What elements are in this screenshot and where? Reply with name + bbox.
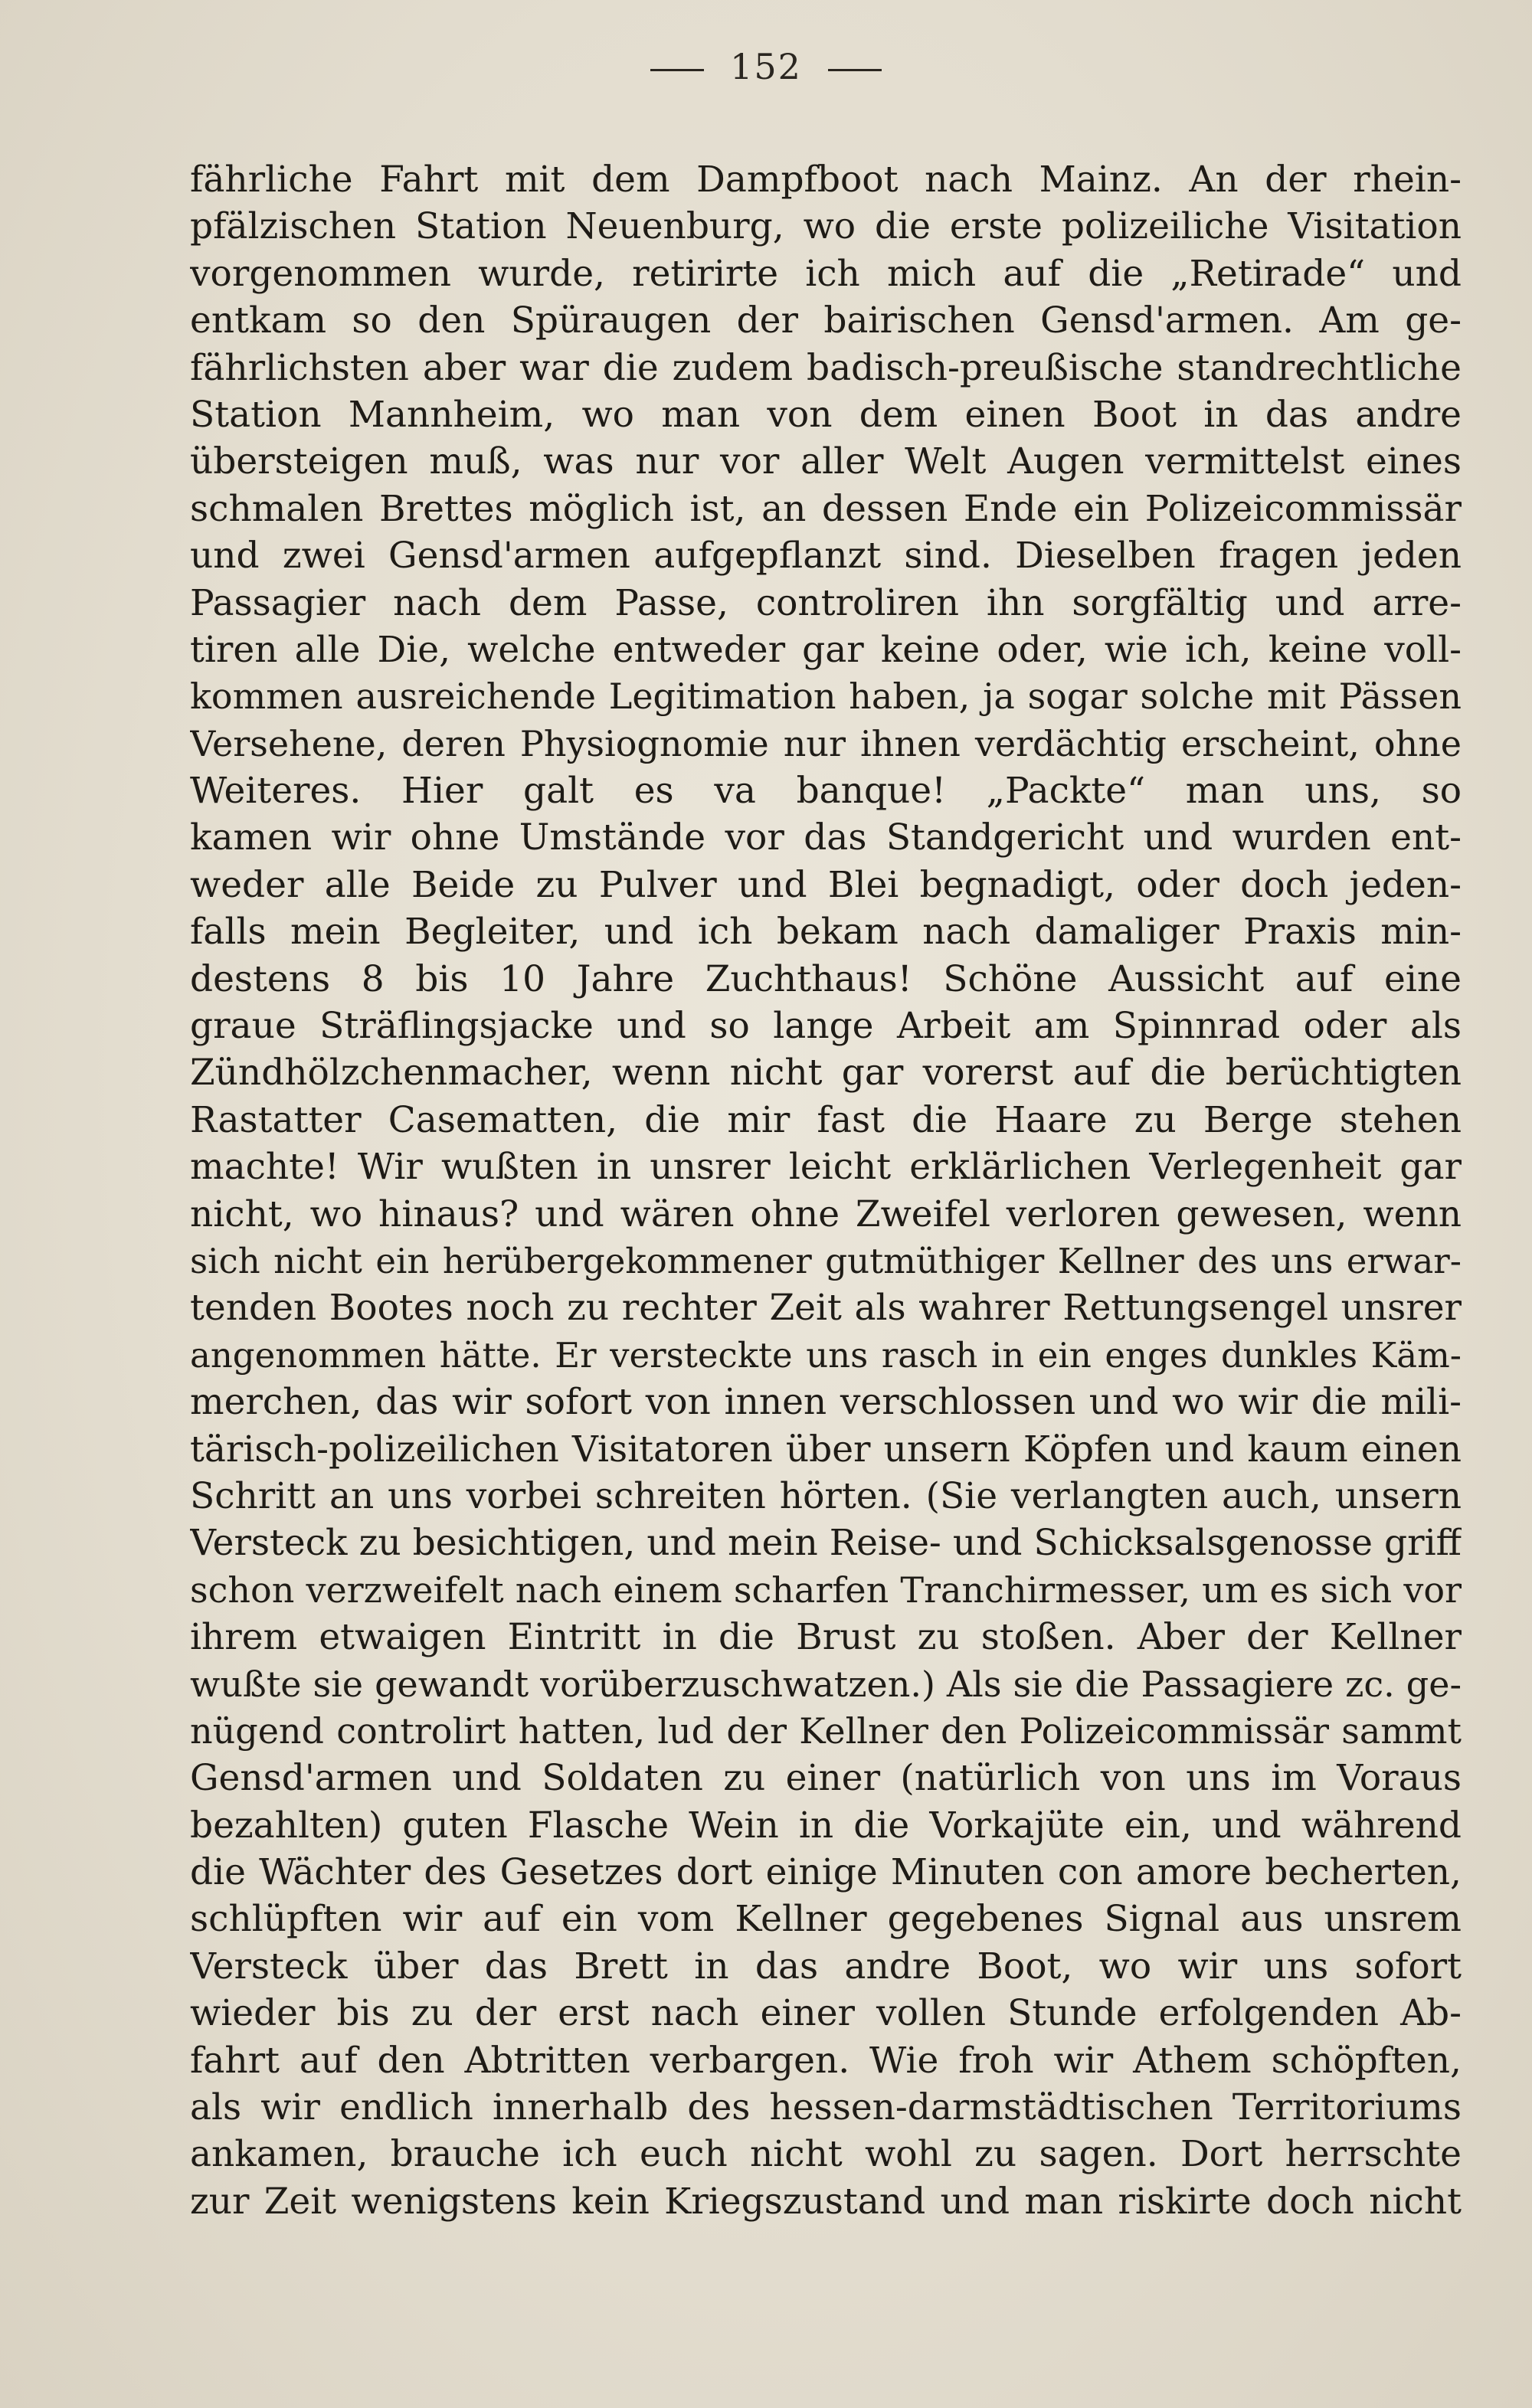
text-line: Versteck zu besichtigen, und mein Reise- und Schicksalsgenosse griff [190, 1522, 1462, 1565]
text-line: schlüpften wir auf ein vom Kellner gegebenes Signal aus unsrem [190, 1898, 1462, 1941]
text-line: wußte sie gewandt vorüberzuschwatzen.) Als sie die Passagiere zc. ge- [190, 1663, 1462, 1705]
text-line: weder alle Beide zu Pulver und Blei begnadigt, oder doch jeden- [190, 863, 1462, 906]
text-line: sich nicht ein herübergekommener gutmüthiger Kellner des uns erwar- [190, 1240, 1462, 1281]
text-line: nicht, wo hinaus? und wären ohne Zweifel verloren gewesen, wenn [190, 1193, 1462, 1235]
text-line: fährliche Fahrt mit dem Dampfboot nach Mainz. An der rhein- [190, 159, 1462, 201]
text-line: angenommen hätte. Er versteckte uns rasch in ein enges dunkles Käm- [190, 1334, 1462, 1376]
text-line: Rastatter Casematten, die mir fast die Haare zu Berge stehen [190, 1098, 1462, 1141]
text-line: nügend controlirt hatten, lud der Kellner den Polizeicommissär sammt [190, 1709, 1462, 1752]
page-number: 152 [730, 46, 802, 87]
text-line: bezahlten) guten Flasche Wein in die Vorkajüte ein, und während [190, 1804, 1462, 1847]
text-line: tiren alle Die, welche entweder gar keine oder, wie ich, keine voll- [190, 628, 1462, 671]
text-line: übersteigen muß, was nur vor aller Welt Augen vermittelst eines [190, 440, 1462, 483]
text-line: vorgenommen wurde, retirirte ich mich auf die „Retirade“ und [190, 252, 1462, 295]
text-line: Weiteres. Hier galt es va banque! „Packte“ man uns, so [190, 770, 1462, 813]
header-dash-left [650, 69, 704, 71]
text-line: kommen ausreichende Legitimation haben, ja sogar solche mit Pässen [190, 676, 1462, 718]
text-line: tenden Bootes noch zu rechter Zeit als wahrer Rettungsengel unsrer [190, 1287, 1462, 1330]
text-line: als wir endlich innerhalb des hessen-darmstädtischen Territoriums [190, 2086, 1462, 2129]
text-line: kamen wir ohne Umstände vor das Standgericht und wurden ent- [190, 816, 1462, 859]
text-line: tärisch-polizeilichen Visitatoren über unsern Köpfen und kaum einen [190, 1428, 1462, 1471]
text-line: falls mein Begleiter, und ich bekam nach damaliger Praxis min- [190, 911, 1462, 954]
text-line: fahrt auf den Abtritten verbargen. Wie froh wir Athem schöpften, [190, 2039, 1462, 2082]
text-line: merchen, das wir sofort von innen verschlossen und wo wir die mili- [190, 1381, 1462, 1424]
text-line: die Wächter des Gesetzes dort einige Minuten con amore becherten, [190, 1851, 1462, 1894]
text-line: fährlichsten aber war die zudem badisch-preußische standrechtliche [190, 346, 1462, 389]
text-line: Versteck über das Brett in das andre Boot, wo wir uns sofort [190, 1945, 1462, 1988]
text-line: Schritt an uns vorbei schreiten hörten. (Sie verlangten auch, unsern [190, 1474, 1462, 1517]
page-header [0, 46, 1532, 87]
text-line: Versehene, deren Physiognomie nur ihnen verdächtig erscheint, ohne [190, 722, 1462, 764]
text-line: Zündhölzchenmacher, wenn nicht gar vorerst auf die berüchtigten [190, 1052, 1462, 1094]
text-line: destens 8 bis 10 Jahre Zuchthaus! Schöne Aussicht auf eine [190, 957, 1462, 1000]
text-line: und zwei Gensd'armen aufgepflanzt sind. Dieselben fragen jeden [190, 535, 1462, 577]
text-line: entkam so den Spüraugen der bairischen Gensd'armen. Am ge- [190, 299, 1462, 342]
text-line: wieder bis zu der erst nach einer vollen Stunde erfolgenden Ab- [190, 1992, 1462, 2035]
body-text [190, 156, 1462, 2225]
text-line: Gensd'armen und Soldaten zu einer (natürlich von uns im Voraus [190, 1757, 1462, 1800]
text-line: ankamen, brauche ich euch nicht wohl zu sagen. Dort herrschte [190, 2133, 1462, 2176]
text-line: pfälzischen Station Neuenburg, wo die erste polizeiliche Visitation [190, 205, 1462, 248]
text-line: zur Zeit wenigstens kein Kriegszustand und man riskirte doch nicht [190, 2180, 1462, 2223]
text-line: machte! Wir wußten in unsrer leicht erklärlichen Verlegenheit gar [190, 1146, 1462, 1189]
header-dash-right [828, 69, 882, 71]
text-line: schmalen Brettes möglich ist, an dessen Ende ein Polizeicommissär [190, 487, 1462, 530]
text-line: Passagier nach dem Passe, controliren ihn sorgfältig und arre- [190, 581, 1462, 624]
text-line: Station Mannheim, wo man von dem einen Boot in das andre [190, 393, 1462, 436]
text-line: ihrem etwaigen Eintritt in die Brust zu stoßen. Aber der Kellner [190, 1616, 1462, 1659]
text-line: schon verzweifelt nach einem scharfen Tranchirmesser, um es sich vor [190, 1569, 1462, 1611]
text-line: graue Sträflingsjacke und so lange Arbeit am Spinnrad oder als [190, 1005, 1462, 1048]
